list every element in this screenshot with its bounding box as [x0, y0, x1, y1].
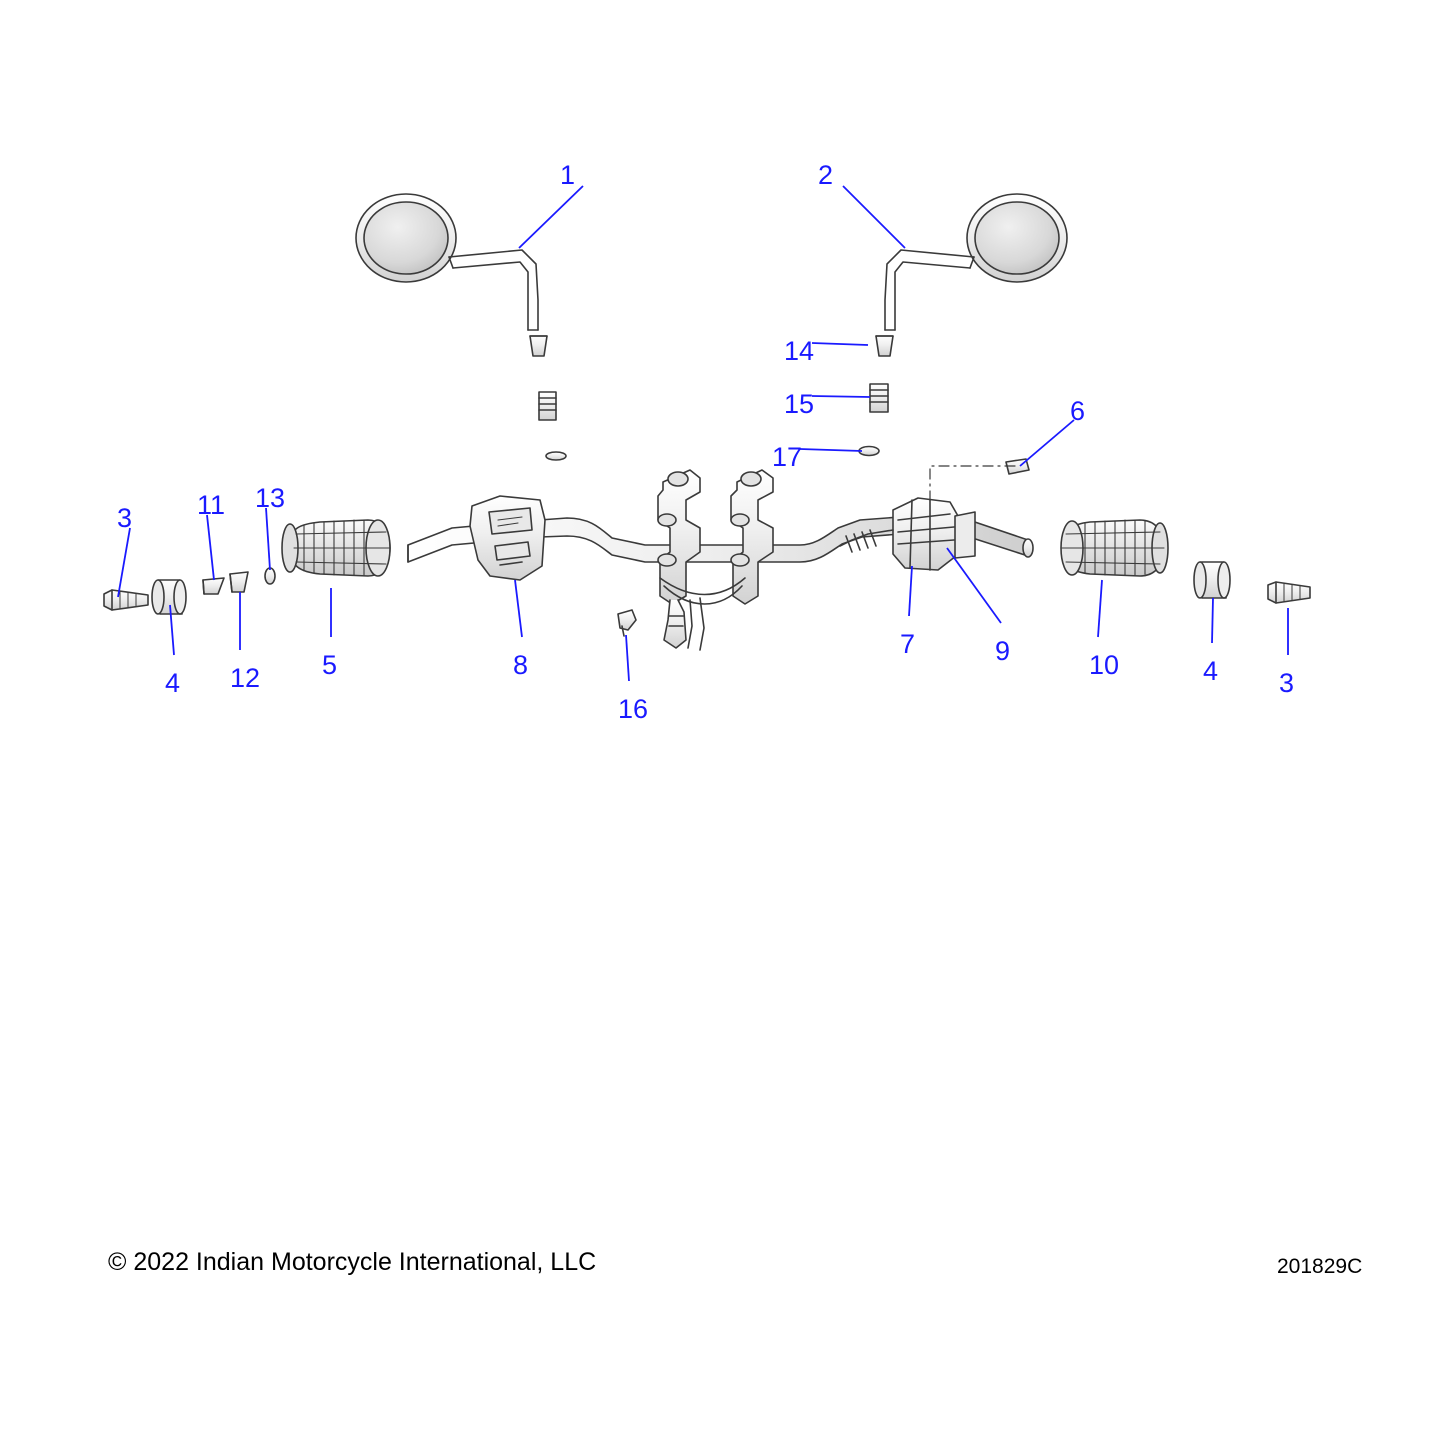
part-bar-end-bolt-right: [1268, 582, 1310, 603]
leader-line-17: [800, 449, 862, 451]
leader-line-1: [519, 186, 583, 248]
leader-lines: [118, 186, 1288, 681]
footer-copyright: © 2022 Indian Motorcycle International, LLC: [108, 1248, 597, 1276]
leader-line-8: [515, 580, 522, 637]
callout-bar-end-bolt-left: 3: [117, 503, 133, 533]
leader-line-2: [843, 186, 905, 248]
callout-grip-left: 5: [322, 650, 338, 680]
leader-line-11: [207, 515, 214, 580]
part-bar-end-bolt-left: [104, 590, 148, 610]
part-screw: [618, 610, 636, 636]
callout-grip-right: 10: [1089, 650, 1120, 680]
part-mirror-right: [876, 194, 1067, 356]
part-wedge: [230, 572, 248, 592]
callout-throttle-tube: 9: [995, 636, 1011, 666]
part-grip-left: [282, 520, 390, 576]
leader-line-9: [947, 548, 1001, 623]
part-bar-end-weight-left: [152, 580, 186, 614]
callout-throttle-housing: 7: [900, 629, 916, 659]
drawing-number: 201829C: [1277, 1255, 1363, 1278]
part-throttle-tube: [955, 512, 975, 558]
callout-bar-end-bolt-right: 3: [1279, 668, 1295, 698]
part-grip-right: [1061, 520, 1168, 576]
callout-bar-end-weight-right: 4: [1203, 656, 1219, 686]
part-mirror-adapter-bolt: [870, 384, 888, 412]
callout-screw: 16: [618, 694, 649, 724]
leader-line-3L: [118, 528, 130, 597]
callout-clamp-tab: 6: [1070, 396, 1086, 426]
callout-mirror-adapter-bolt: 15: [784, 389, 815, 419]
part-bar-end-weight-right: [1194, 562, 1230, 598]
callout-mirror-right: 2: [818, 160, 834, 190]
part-pin: [265, 568, 275, 584]
leader-line-15: [812, 396, 870, 397]
callout-switch-housing-left: 8: [513, 650, 529, 680]
callout-mirror-left: 1: [560, 160, 576, 190]
callout-wedge: 12: [230, 663, 261, 693]
leader-line-6: [1020, 420, 1074, 466]
part-clip-left: [203, 578, 224, 594]
leader-line-4R: [1212, 598, 1213, 643]
leader-line-10: [1098, 580, 1102, 637]
callout-clip-left: 11: [197, 490, 226, 520]
callout-bar-end-weight-left: 4: [165, 668, 181, 698]
leader-line-14: [812, 343, 868, 345]
leader-line-13: [266, 508, 270, 570]
callout-mirror-adapter-nut: 14: [784, 336, 815, 366]
part-switch-housing-left: [470, 496, 545, 580]
leader-line-16: [626, 635, 629, 681]
leader-line-7: [909, 566, 912, 616]
callout-washer: 17: [772, 442, 803, 472]
callout-pin: 13: [255, 483, 286, 513]
